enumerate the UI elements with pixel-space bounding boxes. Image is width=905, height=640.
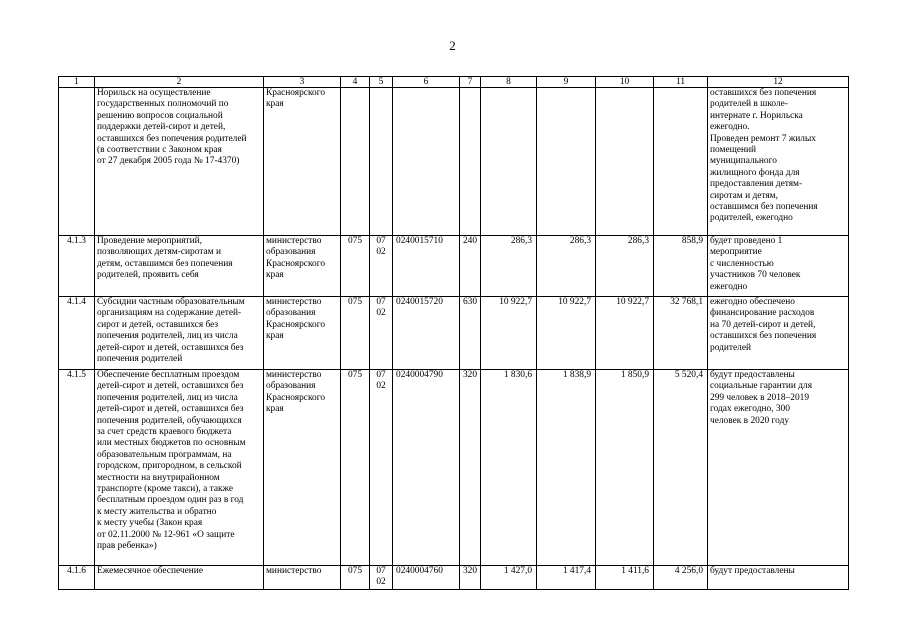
amount-cell: 10 922,7 [537, 297, 596, 370]
column-header: 4 [341, 77, 370, 88]
target-article-cell: 0240015720 [393, 297, 460, 370]
amount-cell: 1 411,6 [596, 566, 654, 590]
column-header: 3 [264, 77, 341, 88]
administrator-cell: министерство образования Красноярского края [264, 297, 341, 370]
column-header: 11 [654, 77, 708, 88]
amount-cell: 286,3 [537, 236, 596, 297]
amount-cell [537, 88, 596, 236]
administrator-cell: министерство образования Красноярского края [264, 236, 341, 297]
grbs-code-cell [341, 88, 370, 236]
section-code-cell: 07 02 [370, 236, 393, 297]
column-header: 10 [596, 77, 654, 88]
administrator-cell: министерство образования Красноярского края [264, 370, 341, 566]
table-row [59, 297, 849, 370]
section-code-cell: 07 02 [370, 297, 393, 370]
item-number-cell: 4.1.6 [59, 566, 95, 590]
activity-name-cell: Обеспечение бесплатным проездом детей-сирот и детей, оставшихся без попечения родителей, лиц из числа детей-сирот и детей, оставшихся без попечения родителей, обучающихся за счет средств краевого бюджета или местных бюджетов по основным образовательным программам, на городском, пригородном, в сельской местности на внутрирайонном транспорте (кроме такси), а также бесплатным проездом один раз в год к месту жительства и обратно к месту учебы (Закон края от 02.11.2000 № 12-961 «О защите прав ребенка») [95, 370, 264, 566]
amount-cell [481, 88, 537, 236]
grbs-code-cell: 075 [341, 236, 370, 297]
table-row [59, 236, 849, 297]
grbs-code-cell: 075 [341, 370, 370, 566]
table-row [59, 370, 849, 566]
amount-cell: 10 922,7 [481, 297, 537, 370]
activity-name-cell: Норильск на осуществление государственных полномочий по решению вопросов социальной поддержки детей-сирот и детей, оставшихся без попечения родителей (в соответствии с Законом края от 27 декабря 2005 года № 17-4370) [95, 88, 264, 236]
item-number-cell: 4.1.5 [59, 370, 95, 566]
total-amount-cell: 32 768,1 [654, 297, 708, 370]
amount-cell: 286,3 [481, 236, 537, 297]
total-amount-cell: 858,9 [654, 236, 708, 297]
column-header: 8 [481, 77, 537, 88]
expense-type-cell: 630 [460, 297, 481, 370]
column-header: 5 [370, 77, 393, 88]
program-activities-table [58, 76, 849, 590]
expected-result-cell: оставшихся без попечения родителей в школе- интернате г. Норильска ежегодно. Проведен ремонт 7 жилых помещений муниципального жилищного фонда для предоставления детям- сиротам и детям, оставшимся без попечения родителей, ежегодно [708, 88, 849, 236]
activity-name-cell: Ежемесячное обеспечение [95, 566, 264, 590]
target-article-cell: 0240015710 [393, 236, 460, 297]
amount-cell [596, 88, 654, 236]
amount-cell: 1 427,0 [481, 566, 537, 590]
column-header: 12 [708, 77, 849, 88]
grbs-code-cell: 075 [341, 566, 370, 590]
expense-type-cell: 320 [460, 370, 481, 566]
activity-name-cell: Субсидии частным образовательным организациям на содержание детей- сирот и детей, оставшихся без попечения родителей, лиц из числа детей-сирот и детей, оставшихся без попечения родителей [95, 297, 264, 370]
item-number-cell [59, 88, 95, 236]
expected-result-cell: будут предоставлены социальные гарантии для 299 человек в 2018–2019 годах ежегодно, 300 человек в 2020 году [708, 370, 849, 566]
column-header: 1 [59, 77, 95, 88]
table-row [59, 88, 849, 236]
administrator-cell: Красноярского края [264, 88, 341, 236]
item-number-cell: 4.1.4 [59, 297, 95, 370]
column-header: 2 [95, 77, 264, 88]
target-article-cell: 0240004760 [393, 566, 460, 590]
grbs-code-cell: 075 [341, 297, 370, 370]
table-row [59, 566, 849, 590]
amount-cell: 286,3 [596, 236, 654, 297]
total-amount-cell [654, 88, 708, 236]
amount-cell: 1 417,4 [537, 566, 596, 590]
column-header: 9 [537, 77, 596, 88]
page-number: 2 [449, 38, 456, 53]
total-amount-cell: 4 256,0 [654, 566, 708, 590]
amount-cell: 1 830,6 [481, 370, 537, 566]
expense-type-cell: 320 [460, 566, 481, 590]
expected-result-cell: ежегодно обеспечено финансирование расходов на 70 детей-сирот и детей, оставшихся без попечения родителей [708, 297, 849, 370]
target-article-cell: 0240004790 [393, 370, 460, 566]
amount-cell: 10 922,7 [596, 297, 654, 370]
activity-name-cell: Проведение мероприятий, позволяющих детям-сиротам и детям, оставшимся без попечения родителей, проявить себя [95, 236, 264, 297]
column-header: 6 [393, 77, 460, 88]
column-number-row [59, 77, 849, 88]
total-amount-cell: 5 520,4 [654, 370, 708, 566]
amount-cell: 1 838,9 [537, 370, 596, 566]
expense-type-cell [460, 88, 481, 236]
expense-type-cell: 240 [460, 236, 481, 297]
section-code-cell [370, 88, 393, 236]
section-code-cell: 07 02 [370, 566, 393, 590]
item-number-cell: 4.1.3 [59, 236, 95, 297]
expected-result-cell: будут предоставлены [708, 566, 849, 590]
expected-result-cell: будет проведено 1 мероприятие с численностью участников 70 человек ежегодно [708, 236, 849, 297]
amount-cell: 1 850,9 [596, 370, 654, 566]
administrator-cell: министерство [264, 566, 341, 590]
section-code-cell: 07 02 [370, 370, 393, 566]
target-article-cell [393, 88, 460, 236]
column-header: 7 [460, 77, 481, 88]
